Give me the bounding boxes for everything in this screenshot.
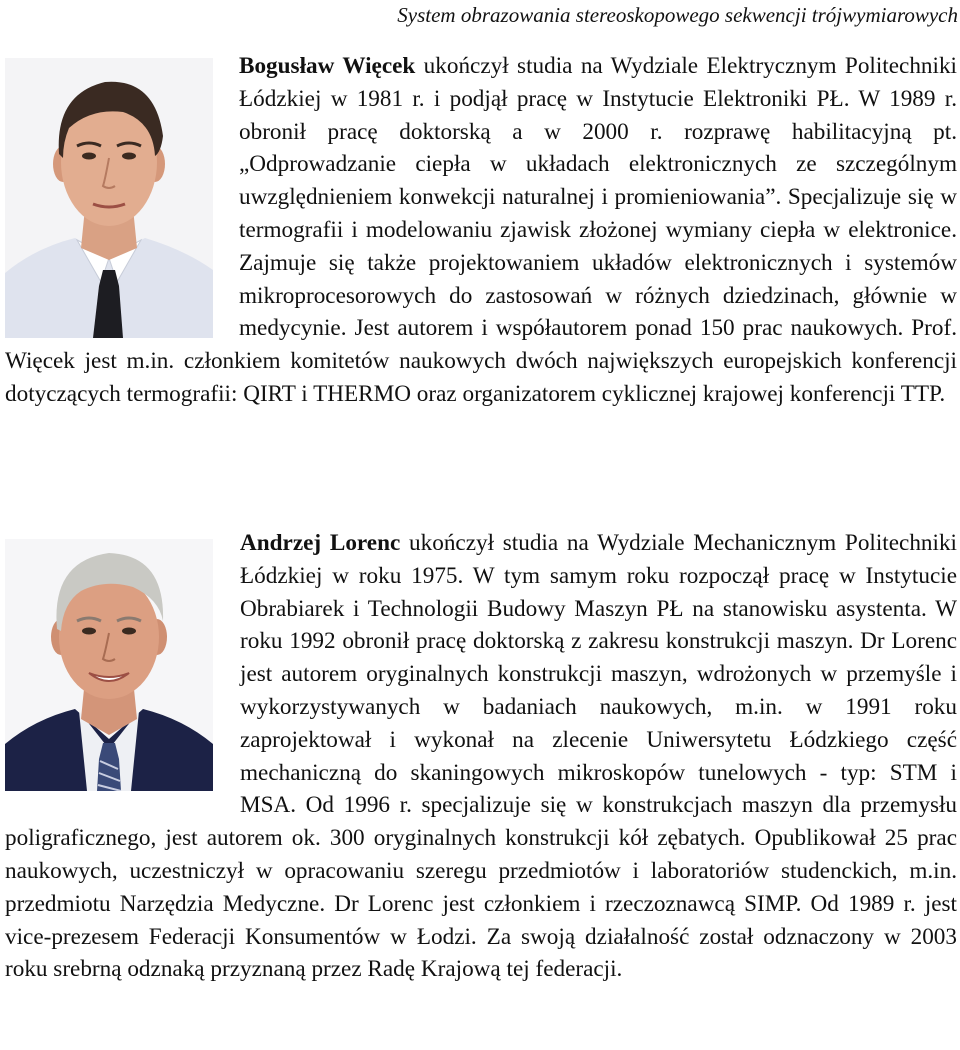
author-name-lorenc: Andrzej Lorenc (240, 530, 401, 556)
portrait-photo-wiecek (5, 58, 213, 338)
author-name-wiecek: Bogusław Więcek (239, 53, 416, 79)
biography-body-lorenc: ukończył studia na Wydziale Mechanicznym Politechniki Łódzkiej w roku 1975. W tym samym roku rozpoczął pracę w Instytucie Obrabiarek i Technologii Budowy Maszyn PŁ na stanowisku asystenta. W roku 1992 obronił pracę doktorską z zakresu konstrukcji maszyn. Dr Lorenc jest autorem oryginalnych konstrukcji maszyn, wdrożonych w przemyśle i wykorzystywanych w badaniach naukowych, m.in. w 1991 roku zaprojektował i wykonał na zlecenie Uniwersytetu Łódzkiego część mechaniczną do skaningowych mikroskopów tunelowych - typ: STM i MSA. Od 1996 r. specjalizuje się w konstrukcjach maszyn dla przemysłu poligraficznego, jest autorem ok. 300 oryginalnych konstrukcji kół zębatych. Opublikował 25 prac naukowych, uczestniczył w opracowaniu szeregu przedmiotów i laboratoriów studenckich, m.in. przedmiotu Narzędzia Medyczne. Dr Lorenc jest członkiem i rzeczoznawcą SIMP. Od 1989 r. jest vice-prezesem Federacji Konsumentów w Łodzi. Za swoją działalność został odznaczony w 2003 roku srebrną odznaką przyznaną przez Radę Krajową tej federacji. (5, 530, 957, 983)
biography-wiecek (5, 50, 957, 411)
biography-lorenc (5, 527, 957, 986)
running-header: System obrazowania stereoskopowego sekwencji trójwymiarowych (397, 3, 958, 27)
portrait-photo-lorenc (5, 539, 213, 791)
biography-body-wiecek: ukończył studia na Wydziale Elektrycznym Politechniki Łódzkiej w 1981 r. i podjął pracę w Instytucie Elektroniki PŁ. W 1989 r. obronił pracę doktorską a w 2000 r. rozprawę habilitacyjną pt. „Odprowadzanie ciepła w układach elektronicznych ze szczególnym uwzględnieniem konwekcji naturalnej i promieniowania”. Specjalizuje się w termografii i modelowaniu zjawisk złożonej wymiany ciepła w elektronice. Zajmuje się także projektowaniem układów elektronicznych i systemów mikroprocesorowych do zastosowań w różnych dziedzinach, głównie w medycynie. Jest autorem i współautorem ponad 150 prac naukowych. Prof. Więcek jest m.in. członkiem komitetów naukowych dwóch największych europejskich konferencji dotyczących termografii: QIRT i THERMO oraz organizatorem cyklicznej krajowej konferencji TTP. (5, 53, 957, 407)
